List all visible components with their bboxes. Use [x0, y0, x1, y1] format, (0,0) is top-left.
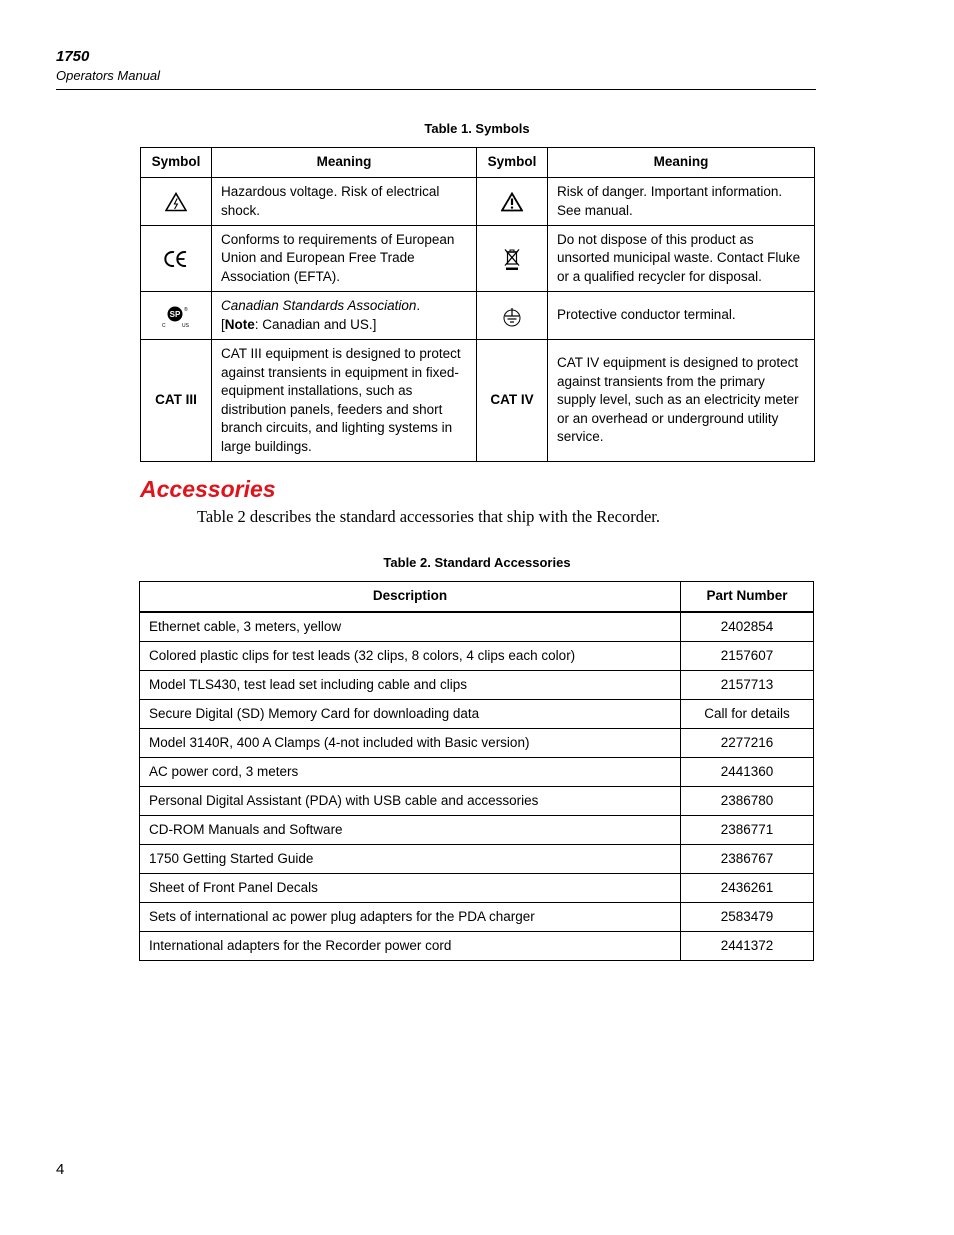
- note-text: : Canadian and US.]: [254, 316, 377, 332]
- table-row: [140, 787, 814, 816]
- table1-row: [141, 178, 815, 226]
- accessory-part-number: 2277216: [681, 729, 814, 758]
- table-row: [140, 612, 814, 642]
- accessory-description: Secure Digital (SD) Memory Card for downloading data: [140, 700, 681, 729]
- accessory-description: Model TLS430, test lead set including cable and clips: [140, 671, 681, 700]
- accessory-description: Colored plastic clips for test leads (32 clips, 8 colors, 4 clips each color): [140, 642, 681, 671]
- table-row: [140, 729, 814, 758]
- accessory-part-number: 2441360: [681, 758, 814, 787]
- table1-meaning: [212, 292, 477, 340]
- table-row: [140, 671, 814, 700]
- accessory-part-number: 2386771: [681, 816, 814, 845]
- table2-header-description: Description: [140, 582, 681, 613]
- table1-header-symbol: Symbol: [141, 148, 212, 178]
- accessory-description: CD-ROM Manuals and Software: [140, 816, 681, 845]
- table1-header-row: [141, 148, 815, 178]
- weee-bin-icon: [477, 226, 548, 292]
- csa-name: Canadian Standards Association: [221, 298, 417, 313]
- table1-header-meaning: Meaning: [212, 148, 477, 178]
- table-row: [140, 816, 814, 845]
- table2-header-row: [140, 582, 814, 613]
- accessory-description: AC power cord, 3 meters: [140, 758, 681, 787]
- ground-terminal-icon: [477, 292, 548, 340]
- csa-us: US: [182, 322, 189, 329]
- table1-row: [141, 226, 815, 292]
- table1-meaning: Do not dispose of this product as unsorted municipal waste. Contact Fluke or a qualified recycler for disposal.: [548, 226, 815, 292]
- accessory-part-number: 2441372: [681, 932, 814, 961]
- table1-meaning: Hazardous voltage. Risk of electrical shock.: [212, 178, 477, 226]
- accessory-part-number: 2436261: [681, 874, 814, 903]
- manual-subtitle: Operators Manual: [56, 68, 161, 83]
- accessory-part-number: 2157607: [681, 642, 814, 671]
- table-row: [140, 874, 814, 903]
- accessory-part-number: 2386780: [681, 787, 814, 816]
- accessory-part-number: 2386767: [681, 845, 814, 874]
- accessory-description: Sets of international ac power plug adapters for the PDA charger: [140, 903, 681, 932]
- accessories-table: [139, 581, 814, 961]
- accessory-description: Personal Digital Assistant (PDA) with USB cable and accessories: [140, 787, 681, 816]
- note-label: Note: [224, 316, 255, 332]
- table1-row: [141, 340, 815, 462]
- symbols-table: [140, 147, 815, 462]
- table-row: [140, 903, 814, 932]
- table2-caption: Table 2. Standard Accessories: [383, 555, 571, 570]
- manual-model: 1750: [56, 48, 90, 65]
- table1-meaning: Risk of danger. Important information. See manual.: [548, 178, 815, 226]
- table1-row: [141, 292, 815, 340]
- table1-caption: Table 1. Symbols: [424, 121, 530, 136]
- accessory-part-number: 2583479: [681, 903, 814, 932]
- section-title: Accessories: [140, 476, 276, 502]
- accessory-description: Model 3140R, 400 A Clamps (4-not included with Basic version): [140, 729, 681, 758]
- table-row: [140, 932, 814, 961]
- table2-header-part: Part Number: [681, 582, 814, 613]
- table1-meaning: Conforms to requirements of European Union and European Free Trade Association (EFTA).: [212, 226, 477, 292]
- header-rule: [56, 89, 816, 90]
- accessory-part-number: 2402854: [681, 612, 814, 642]
- table1-meaning: CAT IV equipment is designed to protect against transients from the primary supply level, such as an electricity meter or an overhead or underground utility service.: [548, 340, 815, 462]
- accessory-description: Sheet of Front Panel Decals: [140, 874, 681, 903]
- accessory-part-number: Call for details: [681, 700, 814, 729]
- accessory-description: Ethernet cable, 3 meters, yellow: [140, 612, 681, 642]
- csa-c: C: [162, 322, 166, 329]
- note-open: [: [221, 316, 225, 332]
- csa-period: .: [416, 298, 421, 313]
- caution-icon: [477, 178, 548, 226]
- table1-header-symbol-2: Symbol: [477, 148, 548, 178]
- csa-mark-icon: [141, 292, 212, 340]
- table-row: [140, 642, 814, 671]
- table-row: [140, 758, 814, 787]
- table1-header-meaning-2: Meaning: [548, 148, 815, 178]
- table1-meaning: Protective conductor terminal.: [548, 292, 815, 340]
- cat-iii-symbol: CAT III: [141, 340, 212, 462]
- accessory-part-number: 2157713: [681, 671, 814, 700]
- csa-letters: SP: [169, 309, 181, 319]
- page-number: 4: [56, 1161, 65, 1178]
- csa-registered: ®: [184, 306, 188, 313]
- section-intro: Table 2 describes the standard accessories that ship with the Recorder.: [197, 507, 660, 526]
- accessory-description: International adapters for the Recorder power cord: [140, 932, 681, 961]
- ce-mark-icon: [141, 226, 212, 292]
- table-row: [140, 845, 814, 874]
- table1-meaning: CAT III equipment is designed to protect against transients in equipment in fixed-equipment installations, such as distribution panels, feeders and short branch circuits, and lighting systems in large buildings.: [212, 340, 477, 462]
- cat-iv-symbol: CAT IV: [477, 340, 548, 462]
- accessory-description: 1750 Getting Started Guide: [140, 845, 681, 874]
- hazardous-voltage-icon: [141, 178, 212, 226]
- table-row: [140, 700, 814, 729]
